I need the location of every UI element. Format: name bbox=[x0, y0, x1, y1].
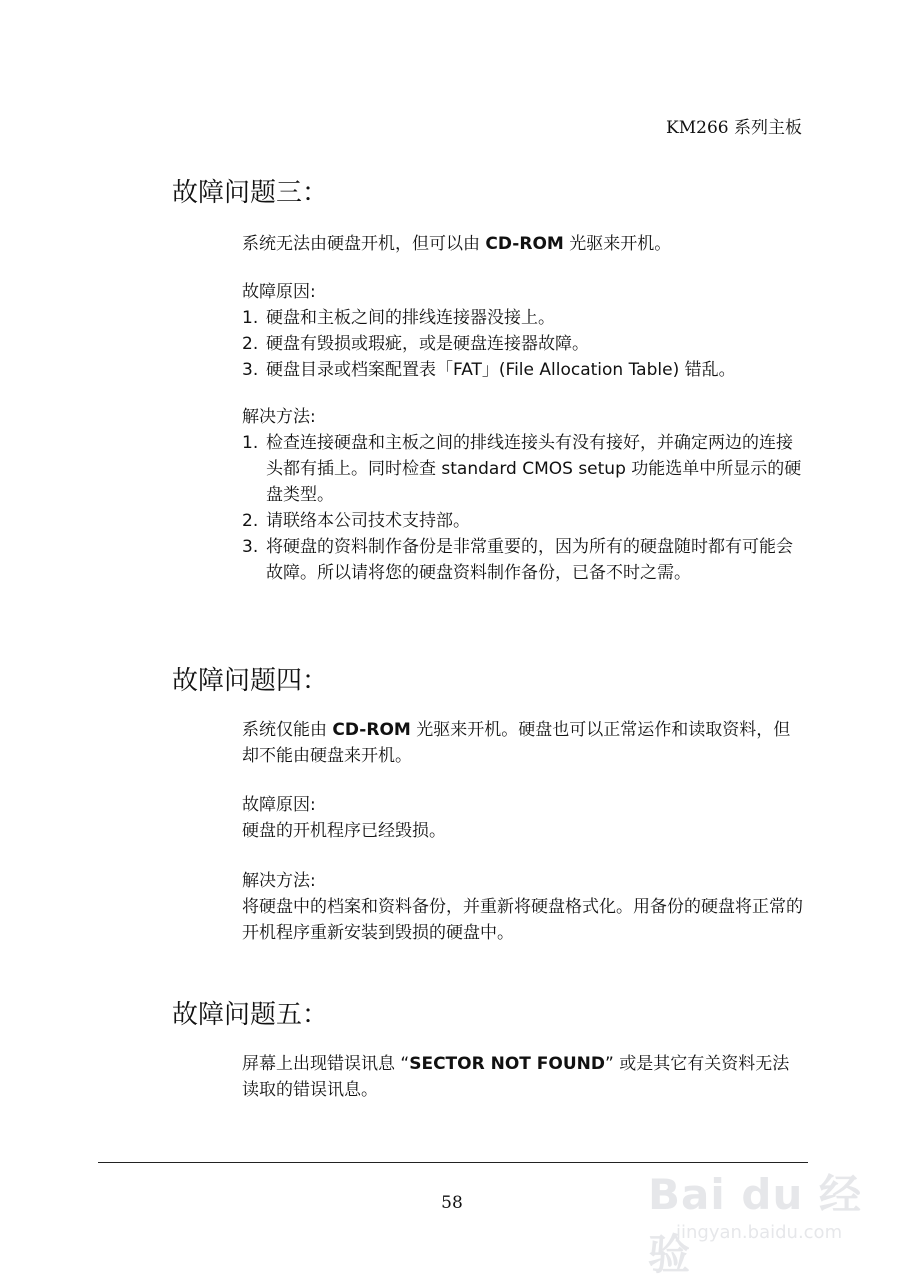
description-text: 光驱来开机。 bbox=[563, 234, 672, 254]
description-text: 屏幕上出现错误讯息 “ bbox=[242, 1054, 410, 1074]
description-text: 光驱来开机。硬盘也可以正常运作和读取资料，但却不能由硬盘来开机。 bbox=[242, 720, 791, 766]
cause-text: 硬盘的开机程序已经毁损。 bbox=[242, 821, 446, 841]
list-number: 2. bbox=[242, 511, 259, 531]
section-4-solutions bbox=[242, 868, 804, 946]
list-item bbox=[242, 331, 804, 357]
description-text: ” 或是其它有关资料无法读取的错误讯息。 bbox=[242, 1054, 790, 1100]
solution-label: 解决方法: bbox=[242, 407, 316, 427]
list-item bbox=[242, 508, 804, 534]
section-3-solutions bbox=[242, 404, 804, 586]
list-text: 硬盘有毁损或瑕疵，或是硬盘连接器故障。 bbox=[266, 334, 589, 354]
solution-text: 将硬盘中的档案和资料备份，并重新将硬盘格式化。用备份的硬盘将正常的开机程序重新安装到毁损的硬盘中。 bbox=[242, 897, 803, 943]
section-4-causes bbox=[242, 792, 804, 844]
description-text: 系统仅能由 bbox=[242, 720, 333, 740]
list-text: 硬盘目录或档案配置表「FAT」(File Allocation Table) 错乱。 bbox=[266, 360, 736, 380]
description-text: 系统无法由硬盘开机，但可以由 bbox=[242, 234, 486, 254]
list-item bbox=[242, 357, 804, 383]
cause-label: 故障原因: bbox=[242, 282, 316, 302]
cause-label: 故障原因: bbox=[242, 795, 316, 815]
watermark-brand-text: Bai du 经验 bbox=[648, 1170, 862, 1279]
list-item bbox=[242, 534, 804, 586]
running-header: KM266 系列主板 bbox=[666, 118, 802, 138]
list-number: 1. bbox=[242, 308, 259, 328]
solution-label: 解决方法: bbox=[242, 871, 316, 891]
watermark-url-text: jingyan.baidu.com bbox=[676, 1222, 843, 1243]
list-item bbox=[242, 430, 804, 508]
section-5-description bbox=[242, 1051, 804, 1103]
section-3-causes bbox=[242, 279, 804, 383]
description-bold-term: CD-ROM bbox=[485, 234, 564, 254]
list-item bbox=[242, 305, 804, 331]
list-text: 检查连接硬盘和主板之间的排线连接头有没有接好，并确定两边的连接头都有插上。同时检查 standard CMOS setup 功能选单中所显示的硬盘类型。 bbox=[266, 433, 802, 505]
section-4-body bbox=[242, 717, 804, 769]
list-text: 硬盘和主板之间的排线连接器没接上。 bbox=[266, 308, 555, 328]
section-3-body bbox=[242, 231, 804, 257]
section-heading-3: 故障问题三： bbox=[172, 178, 329, 208]
list-text: 将硬盘的资料制作备份是非常重要的，因为所有的硬盘随时都有可能会故障。所以请将您的硬盘资料制作备份，已备不时之需。 bbox=[266, 537, 793, 583]
baidu-watermark-logo bbox=[640, 1150, 870, 1279]
section-5-body bbox=[242, 1051, 804, 1103]
list-number: 2. bbox=[242, 334, 259, 354]
solution-list bbox=[242, 430, 804, 586]
list-number: 1. bbox=[242, 433, 259, 453]
section-4-description bbox=[242, 717, 804, 769]
list-text: 请联络本公司技术支持部。 bbox=[266, 511, 470, 531]
page-number: 58 bbox=[441, 1193, 463, 1213]
cause-list bbox=[242, 305, 804, 383]
description-bold-term: SECTOR NOT FOUND bbox=[409, 1054, 606, 1074]
section-heading-4: 故障问题四： bbox=[172, 666, 329, 696]
list-number: 3. bbox=[242, 360, 259, 380]
section-heading-5: 故障问题五： bbox=[172, 1000, 329, 1030]
section-3-description bbox=[242, 231, 804, 257]
list-number: 3. bbox=[242, 537, 259, 557]
description-bold-term: CD-ROM bbox=[332, 720, 411, 740]
